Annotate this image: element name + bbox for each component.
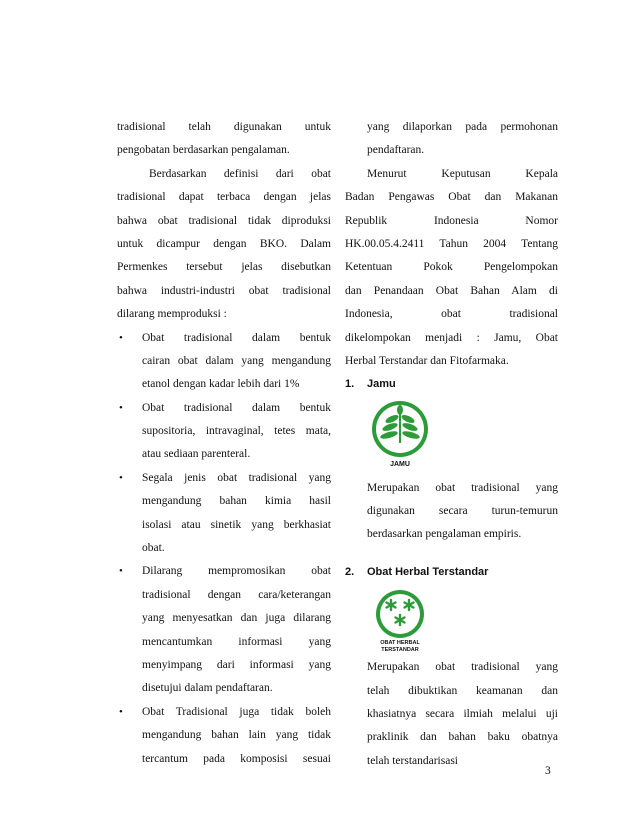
text-line: praklinik dan bahan baku obatnya	[367, 731, 558, 744]
text-line: HK.00.05.4.2411 Tahun 2004 Tentang	[345, 237, 558, 250]
bullet-icon: •	[119, 331, 123, 344]
section-number: 2.	[345, 565, 355, 578]
text-line: telah dibuktikan keamanan dan	[367, 684, 558, 697]
list-item-line: Dilarang mempromosikan obat	[142, 565, 331, 578]
text-line: bahwa obat tradisional tidak diproduksi	[117, 214, 331, 227]
text-line: Permenkes tersebut jelas disebutkan	[117, 261, 331, 274]
list-item-line: Obat tradisional dalam bentuk	[142, 401, 331, 414]
bullet-icon: •	[119, 705, 123, 718]
text-line: bahwa industri-industri obat tradisional	[117, 284, 331, 297]
list-item-line: isolasi atau sinetik yang berkhasiat	[142, 518, 331, 531]
jamu-logo-icon	[367, 399, 433, 469]
list-item	[117, 467, 331, 561]
list-item-line: tercantum pada komposisi sesuai	[142, 752, 331, 765]
list-item-line: mencantumkan informasi yang	[142, 635, 331, 648]
text-line: berdasarkan pengalaman empiris.	[367, 528, 522, 541]
bullet-icon: •	[119, 471, 123, 484]
logo-label: TERSTANDAR	[381, 647, 419, 654]
list-item-line: mengandung bahan kimia hasil	[142, 495, 331, 508]
text-line: digunakan secara turun-temurun	[367, 505, 558, 518]
text-line: pengobatan berdasarkan pengalaman.	[117, 144, 290, 157]
list-item-line: obat.	[142, 542, 165, 555]
text-line: Merupakan obat tradisional yang	[367, 661, 558, 674]
bullet-icon: •	[119, 401, 123, 414]
text-line: Badan Pengawas Obat dan Makanan	[345, 191, 558, 204]
section-title: Obat Herbal Terstandar	[367, 565, 489, 578]
list-item-line: supositoria, intravaginal, tetes mata,	[142, 425, 331, 438]
paragraph-first-line: Menurut Keputusan Kepala	[367, 167, 558, 180]
logo-label: OBAT HERBAL	[380, 640, 420, 647]
right-column	[345, 116, 558, 773]
text-line: untuk dicampur dengan BKO. Dalam	[117, 237, 331, 250]
text-line: Herbal Terstandar dan Fitofarmaka.	[345, 354, 509, 367]
text-line: pendaftaran.	[367, 144, 425, 157]
list-item	[117, 701, 331, 771]
list-item-line: disetujui dalam pendaftaran.	[142, 682, 273, 695]
list-item-line: cairan obat dalam yang mengandung	[142, 354, 331, 367]
section-number: 1.	[345, 378, 355, 391]
logo-label: JAMU	[390, 460, 410, 468]
text-line: khasiatnya secara ilmiah melalui uji	[367, 708, 558, 721]
section-spacer	[345, 547, 558, 561]
text-line: telah terstandarisasi	[367, 754, 459, 767]
list-item-line: atau sediaan parenteral.	[142, 448, 251, 461]
page-number: 3	[545, 765, 551, 777]
text-line: tradisional dapat terbaca dengan jelas	[117, 191, 331, 204]
section-heading-jamu	[345, 373, 558, 396]
list-item-line: Obat tradisional dalam bentuk	[142, 331, 331, 344]
list-item	[117, 560, 331, 700]
bullet-icon: •	[119, 565, 123, 578]
oht-logo-icon	[367, 588, 433, 654]
text-line: Merupakan obat tradisional yang	[367, 481, 558, 494]
text-line: Republik Indonesia Nomor	[345, 214, 558, 227]
list-item-line: Segala jenis obat tradisional yang	[142, 471, 331, 484]
text-line: dikelompokan menjadi : Jamu, Obat	[345, 331, 558, 344]
list-item-line: mengandung bahan lain yang tidak	[142, 729, 331, 742]
list-item	[117, 327, 331, 397]
left-column	[117, 116, 331, 771]
section-heading-oht	[345, 561, 558, 584]
section-title: Jamu	[367, 378, 396, 391]
list-item-line: yang menyesatkan dan juga dilarang	[142, 612, 331, 625]
text-line: yang dilaporkan pada permohonan	[367, 121, 558, 133]
text-line: dan Penandaan Obat Bahan Alam di	[345, 284, 558, 297]
text-line: Ketentuan Pokok Pengelompokan	[345, 261, 558, 274]
list-item-line: Obat Tradisional juga tidak boleh	[142, 705, 331, 718]
list-item-line: etanol dengan kadar lebih dari 1%	[142, 378, 300, 391]
list-item-line: tradisional dengan cara/keterangan	[142, 588, 331, 601]
text-line: Indonesia, obat tradisional	[345, 308, 558, 321]
paragraph-first-line: Berdasarkan definisi dari obat	[149, 167, 331, 180]
text-line: tradisional telah digunakan untuk	[117, 121, 331, 133]
list-item	[117, 397, 331, 467]
list-item-line: menyimpang dari informasi yang	[142, 658, 331, 671]
text-line: dilarang memproduksi :	[117, 308, 227, 321]
